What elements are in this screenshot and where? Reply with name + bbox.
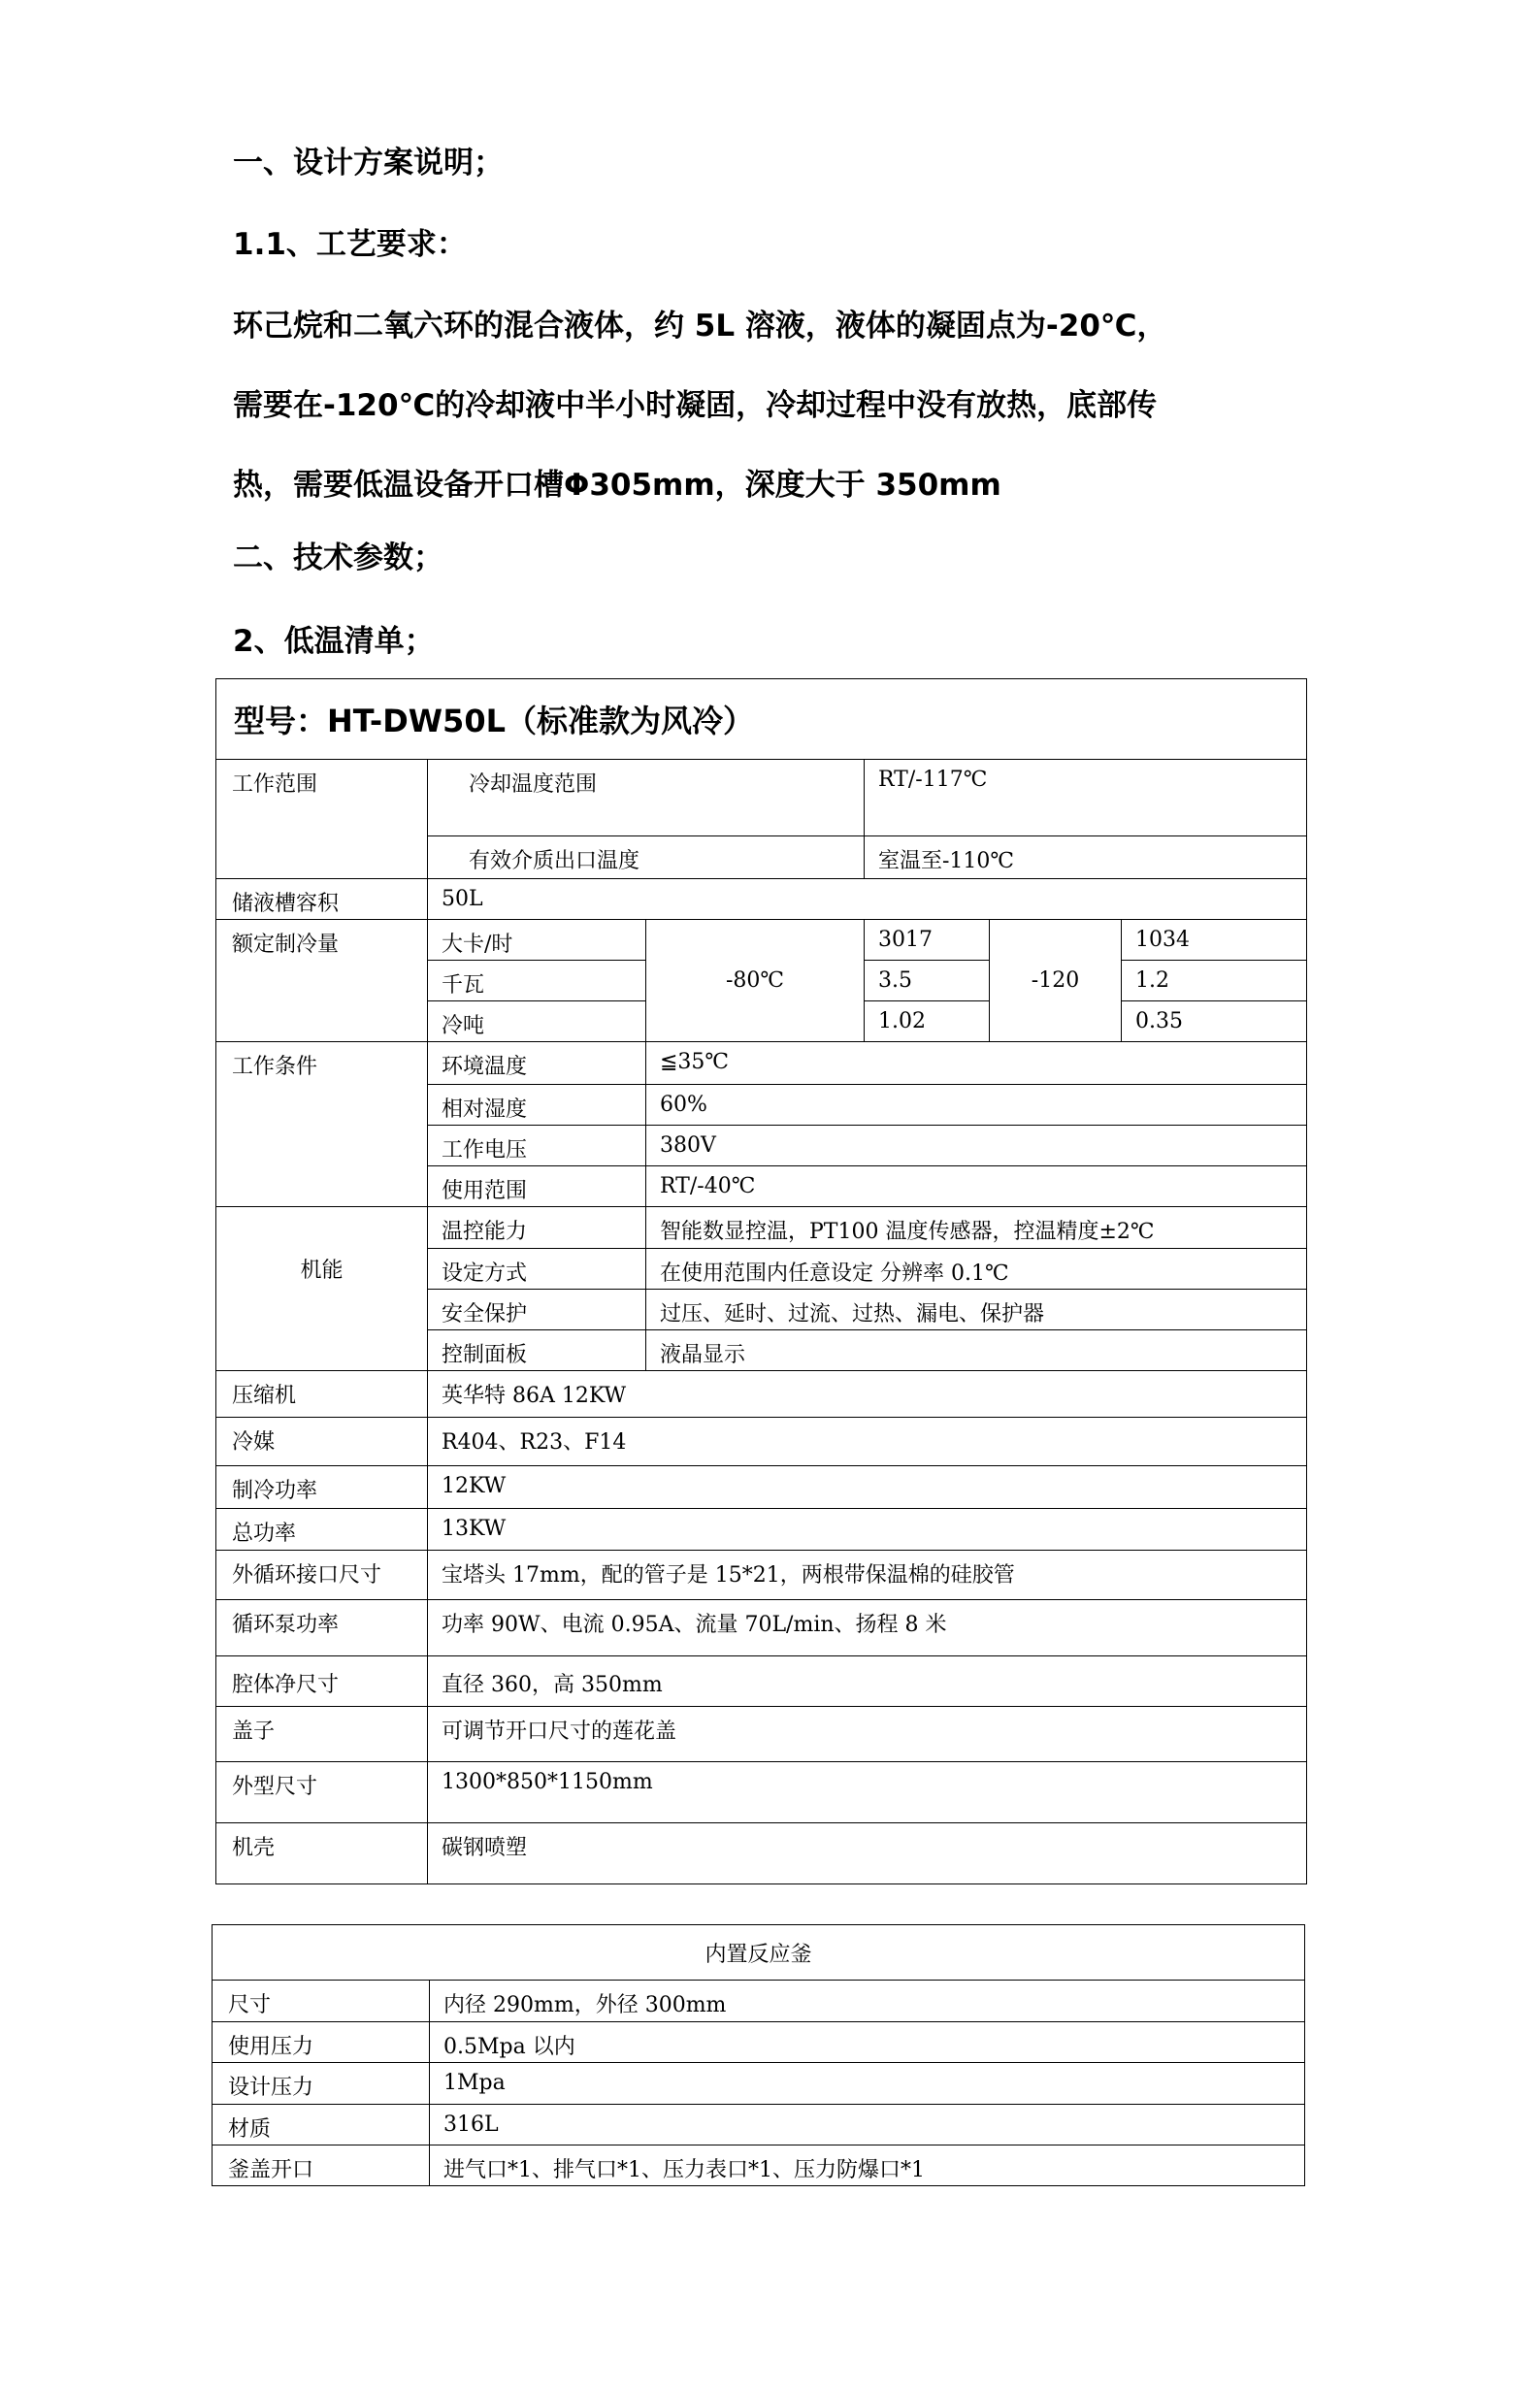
reactor-value: 316L	[430, 2105, 1305, 2145]
spec-key: 制冷功率	[216, 1466, 428, 1509]
reactor-key: 材质	[213, 2105, 430, 2145]
rated-cooling-value-2: 0.35	[1122, 1001, 1307, 1042]
function-value: 在使用范围内任意设定 分辨率 0.1℃	[646, 1249, 1307, 1290]
reactor-key: 釜盖开口	[213, 2145, 430, 2186]
function-key: 控制面板	[428, 1330, 646, 1371]
reactor-table	[212, 1924, 1305, 2186]
reactor-value: 内径 290mm，外径 300mm	[430, 1981, 1305, 2022]
spec-key: 循环泵功率	[216, 1600, 428, 1656]
spec-key: 总功率	[216, 1509, 428, 1551]
model-title: 型号：HT-DW50L（标准款为风冷）	[216, 679, 1307, 760]
rated-cooling-value-1: 3.5	[865, 961, 990, 1001]
spec-value: 1300*850*1150mm	[428, 1762, 1307, 1823]
spec-value: 英华特 86A 12KW	[428, 1371, 1307, 1418]
condition-key: 环境温度	[428, 1042, 646, 1085]
spec-key: 外型尺寸	[216, 1762, 428, 1823]
rated-cooling-temp-1: -80℃	[646, 920, 865, 1042]
reactor-value: 0.5Mpa 以内	[430, 2022, 1305, 2063]
condition-value: RT/-40℃	[646, 1166, 1307, 1207]
spec-key: 机壳	[216, 1823, 428, 1884]
work-range-label: 工作范围	[216, 760, 428, 879]
reactor-title: 内置反应釜	[213, 1925, 1305, 1981]
rated-cooling-unit: 千瓦	[428, 961, 646, 1001]
spec-key: 压缩机	[216, 1371, 428, 1418]
outlet-temp-label: 有效介质出口温度	[428, 836, 865, 879]
tank-volume-label: 储液槽容积	[216, 879, 428, 920]
condition-value: 380V	[646, 1126, 1307, 1166]
spec-table	[215, 678, 1307, 1884]
requirement-paragraph	[233, 286, 1310, 525]
function-key: 温控能力	[428, 1207, 646, 1249]
heading-process-requirements: 1.1、工艺要求：	[233, 227, 467, 262]
reactor-key: 设计压力	[213, 2063, 430, 2105]
spec-key: 冷媒	[216, 1418, 428, 1466]
rated-cooling-unit: 冷吨	[428, 1001, 646, 1042]
spec-value: 碳钢喷塑	[428, 1823, 1307, 1884]
rated-cooling-label: 额定制冷量	[216, 920, 428, 1042]
condition-key: 使用范围	[428, 1166, 646, 1207]
spec-key: 外循环接口尺寸	[216, 1551, 428, 1600]
heading-technical-parameters: 二、技术参数；	[233, 540, 443, 575]
functions-label: 机能	[216, 1207, 428, 1371]
function-value: 智能数显控温，PT100 温度传感器，控温精度±2℃	[646, 1207, 1307, 1249]
spec-value: 可调节开口尺寸的莲花盖	[428, 1707, 1307, 1762]
condition-value: ≦35℃	[646, 1042, 1307, 1085]
rated-cooling-value-1: 3017	[865, 920, 990, 961]
rated-cooling-value-1: 1.02	[865, 1001, 990, 1042]
spec-value: 宝塔头 17mm，配的管子是 15*21，两根带保温棉的硅胶管	[428, 1551, 1307, 1600]
spec-value: 13KW	[428, 1509, 1307, 1551]
requirement-line: 热，需要低温设备开口槽Φ305mm，深度大于 350mm	[233, 468, 1001, 503]
reactor-value: 进气口*1、排气口*1、压力表口*1、压力防爆口*1	[430, 2145, 1305, 2186]
function-key: 安全保护	[428, 1290, 646, 1330]
rated-cooling-unit: 大卡/时	[428, 920, 646, 961]
heading-low-temp-list: 2、低温清单；	[233, 624, 435, 659]
reactor-value: 1Mpa	[430, 2063, 1305, 2105]
spec-value: 12KW	[428, 1466, 1307, 1509]
spec-key: 盖子	[216, 1707, 428, 1762]
reactor-key: 使用压力	[213, 2022, 430, 2063]
condition-value: 60%	[646, 1085, 1307, 1126]
cooling-temp-range-label: 冷却温度范围	[428, 760, 865, 836]
spec-value: 直径 360，高 350mm	[428, 1656, 1307, 1707]
requirement-line: 环己烷和二氧六环的混合液体，约 5L 溶液，液体的凝固点为-20℃，	[233, 309, 1167, 344]
outlet-temp-value: 室温至-110℃	[865, 836, 1307, 879]
work-conditions-label: 工作条件	[216, 1042, 428, 1207]
rated-cooling-value-2: 1034	[1122, 920, 1307, 961]
requirement-line: 需要在-120℃的冷却液中半小时凝固，冷却过程中没有放热，底部传	[233, 388, 1158, 423]
tank-volume-value: 50L	[428, 879, 1307, 920]
spec-value: 功率 90W、电流 0.95A、流量 70L/min、扬程 8 米	[428, 1600, 1307, 1656]
reactor-key: 尺寸	[213, 1981, 430, 2022]
function-value: 液晶显示	[646, 1330, 1307, 1371]
condition-key: 相对湿度	[428, 1085, 646, 1126]
rated-cooling-temp-2: -120	[990, 920, 1122, 1042]
function-value: 过压、延时、过流、过热、漏电、保护器	[646, 1290, 1307, 1330]
function-key: 设定方式	[428, 1249, 646, 1290]
condition-key: 工作电压	[428, 1126, 646, 1166]
spec-value: R404、R23、F14	[428, 1418, 1307, 1466]
spec-key: 腔体净尺寸	[216, 1656, 428, 1707]
heading-design-description: 一、设计方案说明；	[233, 146, 504, 180]
rated-cooling-value-2: 1.2	[1122, 961, 1307, 1001]
cooling-temp-range-value: RT/-117℃	[865, 760, 1307, 836]
